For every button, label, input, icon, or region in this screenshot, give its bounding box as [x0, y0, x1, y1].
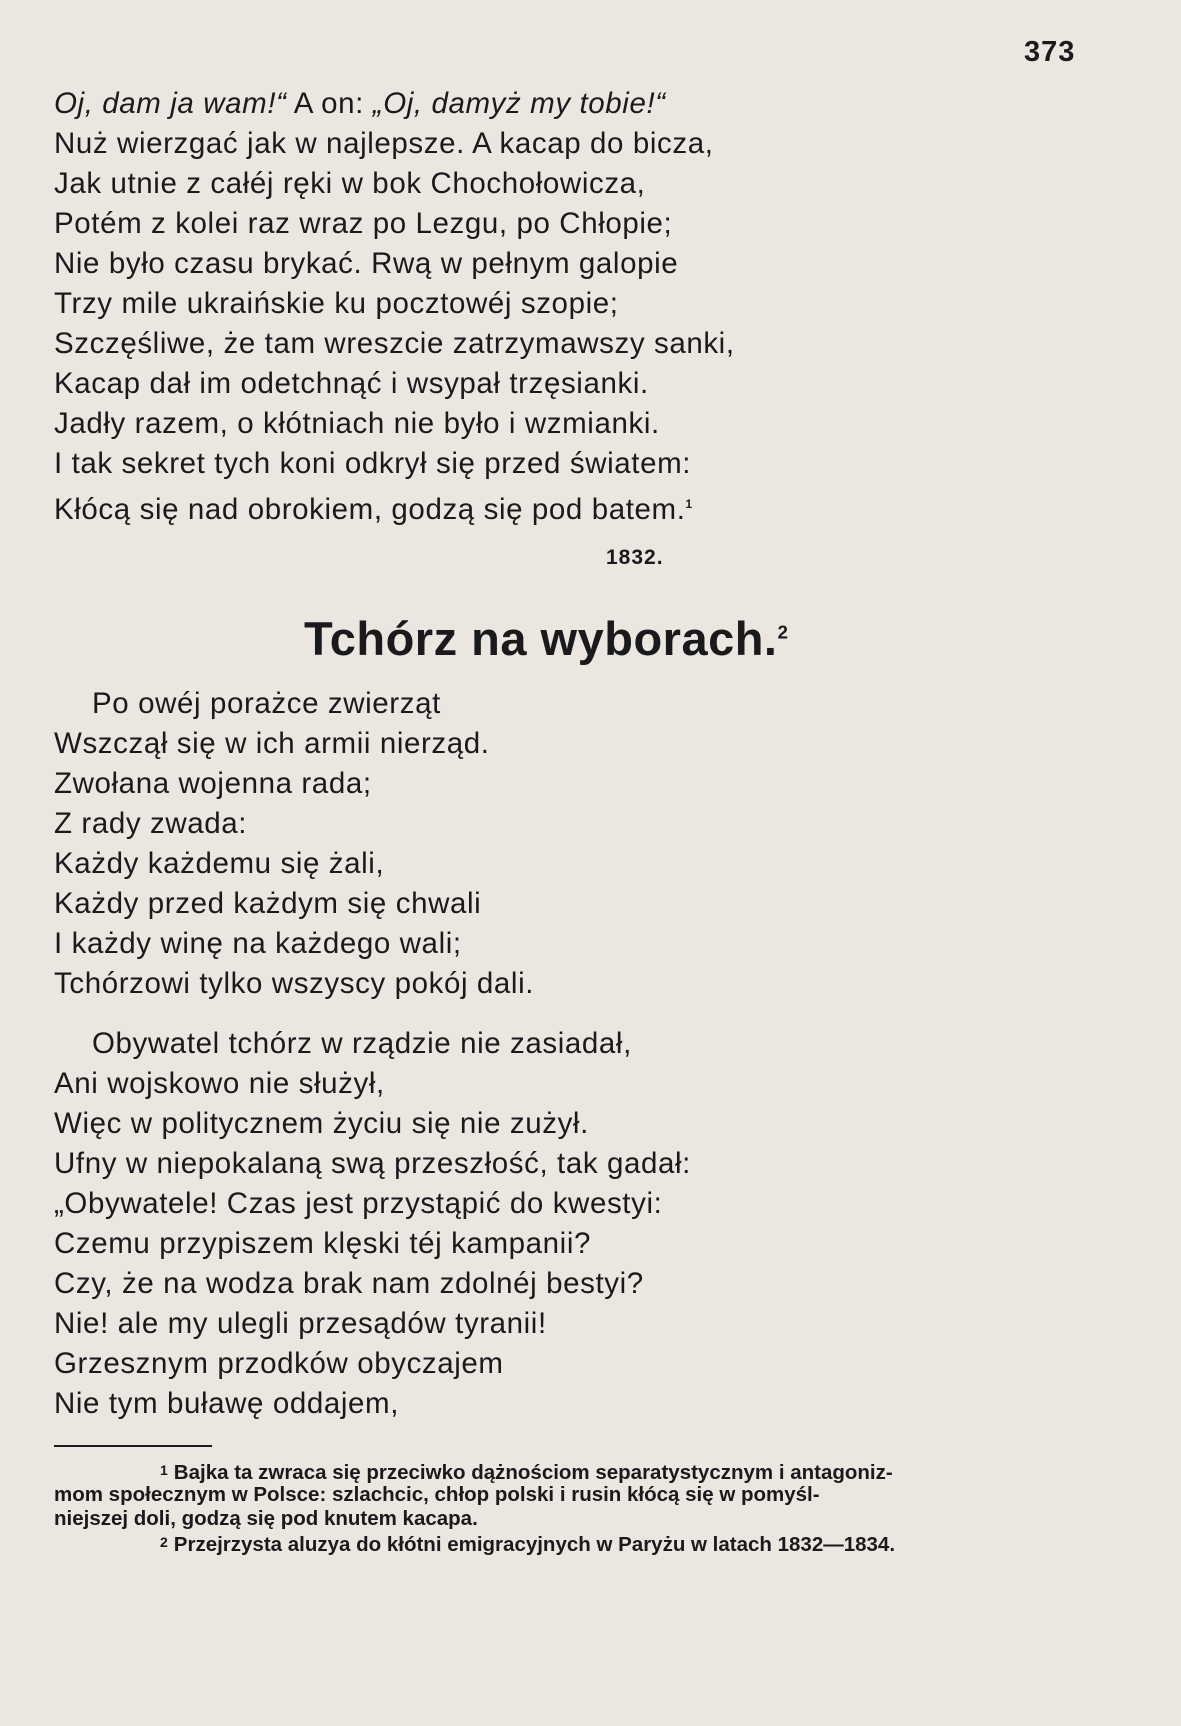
footnote-divider — [54, 1445, 212, 1447]
poem-title — [304, 611, 788, 666]
poem-line: „Obywatele! Czas jest przystąpić do kwestyi: — [54, 1187, 663, 1220]
footnote-mark: 2 — [160, 1534, 168, 1550]
poem-line: Zwołana wojenna rada; — [54, 767, 372, 800]
poem-line: Kacap dał im odetchnąć i wsypał trzęsianki. — [54, 367, 649, 400]
page-number: 373 — [1024, 36, 1076, 68]
poem-line: Trzy mile ukraińskie ku pocztowéj szopie; — [54, 287, 619, 320]
footnote-line — [160, 1458, 893, 1485]
poem-line: Więc w politycznem życiu się nie zużył. — [54, 1107, 589, 1140]
poem-line: Wszczął się w ich armii nierząd. — [54, 727, 490, 760]
poem-line: Potém z kolei raz wraz po Lezgu, po Chłopie; — [54, 207, 673, 240]
poem-line: Każdy każdemu się żali, — [54, 847, 385, 880]
footnote-line: niejszej doli, godzą się pod knutem kacapa. — [54, 1507, 478, 1530]
poem-line: Ufny w niepokalaną swą przeszłość, tak gadał: — [54, 1147, 691, 1180]
poem-line: Szczęśliwe, że tam wreszcie zatrzymawszy sanki, — [54, 327, 735, 360]
poem-quote: „Oj, damyż my tobie!“ — [372, 87, 666, 120]
footnote-line: mom społecznym w Polsce: szlachcic, chłop polski i rusin kłócą się w pomyśl- — [54, 1483, 820, 1506]
poem-line: Grzesznym przodków obyczajem — [54, 1347, 504, 1380]
poem-line: Czy, że na wodza brak nam zdolnéj bestyi? — [54, 1267, 644, 1300]
poem-line: Obywatel tchórz w rządzie nie zasiadał, — [92, 1027, 632, 1060]
poem-line — [54, 86, 666, 122]
poem-line: Nuż wierzgać jak w najlepsze. A kacap do bicza, — [54, 127, 714, 160]
poem-line: Jadły razem, o kłótniach nie było i wzmianki. — [54, 407, 660, 440]
footnote-text: Przejrzysta aluzya do kłótni emigracyjnych w Paryżu w latach 1832—1834. — [173, 1533, 896, 1556]
poem-date: 1832. — [606, 546, 664, 569]
poem-line: Nie było czasu brykać. Rwą w pełnym galopie — [54, 247, 679, 280]
poem-title-text: Tchórz na wyborach. — [304, 612, 778, 665]
footnote-text: Bajka ta zwraca się przeciwko dążnościom separatystycznym i antagoniz- — [173, 1461, 893, 1484]
poem-line: Jak utnie z całéj ręki w bok Chochołowicza, — [54, 167, 646, 200]
poem-line: I tak sekret tych koni odkrył się przed światem: — [54, 447, 692, 480]
poem-line: Nie tym buławę oddajem, — [54, 1387, 400, 1420]
poem-line — [54, 486, 693, 528]
footnote-line — [160, 1530, 895, 1557]
poem-line: Z rady zwada: — [54, 807, 248, 840]
footnote-ref: 1 — [685, 497, 693, 511]
poem-text: A on: — [286, 87, 373, 120]
poem-line: I każdy winę na każdego wali; — [54, 927, 462, 960]
poem-line: Czemu przypiszem klęski téj kampanii? — [54, 1227, 591, 1260]
footnote-ref: 2 — [777, 621, 789, 643]
footnote-mark: 1 — [160, 1462, 168, 1478]
poem-line: Po owéj porażce zwierząt — [92, 687, 441, 720]
poem-quote: Oj, dam ja wam!“ — [54, 87, 287, 120]
poem-line: Ani wojskowo nie służył, — [54, 1067, 385, 1100]
poem-line: Nie! ale my ulegli przesądów tyranii! — [54, 1307, 547, 1340]
poem-line: Każdy przed każdym się chwali — [54, 887, 482, 920]
poem-line: Tchórzowi tylko wszyscy pokój dali. — [54, 967, 535, 1000]
poem-text: Kłócą się nad obrokiem, godzą się pod batem. — [54, 492, 686, 526]
